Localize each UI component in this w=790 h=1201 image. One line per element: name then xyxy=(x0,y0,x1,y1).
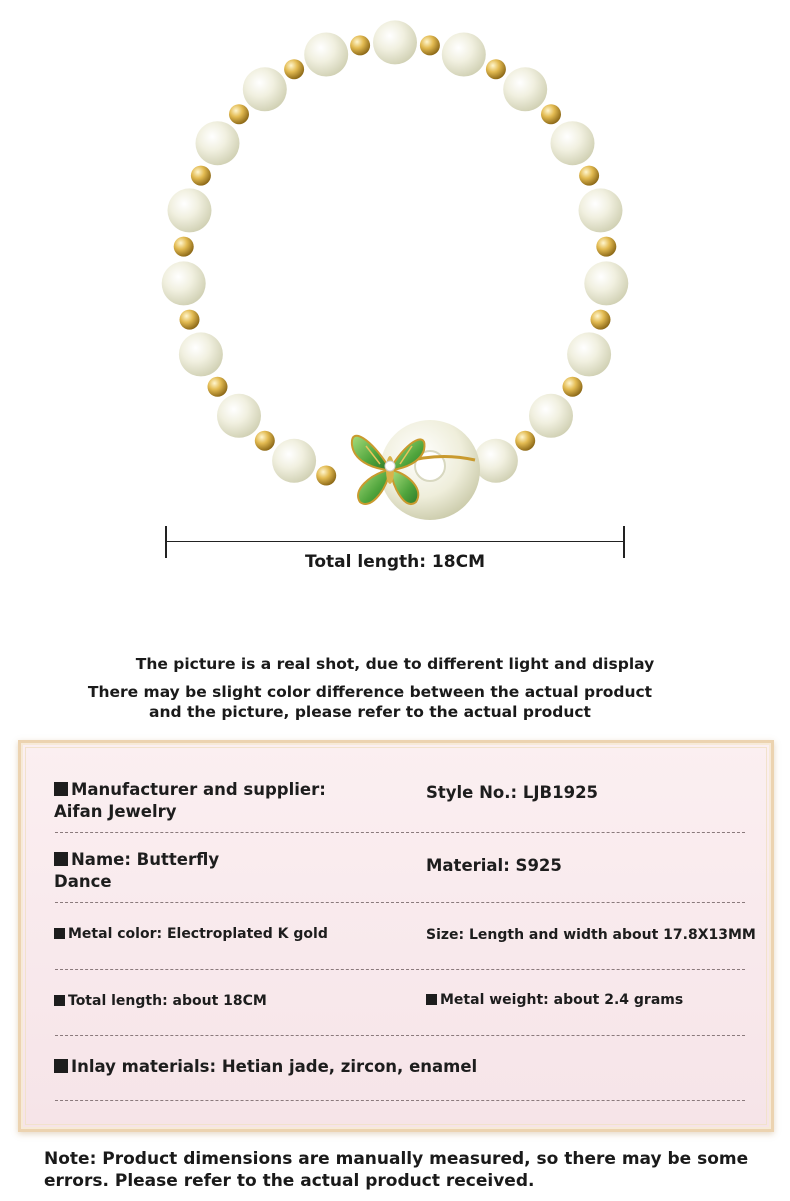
gold-bead xyxy=(541,104,561,124)
total-length-label: Total length: 18CM xyxy=(305,552,485,572)
total-length-spec: Total length: about 18CM xyxy=(54,992,267,1010)
jade-bead xyxy=(196,121,240,165)
size-spec: Size: Length and width about 17.8X13MM xyxy=(426,927,756,943)
jade-bead xyxy=(243,67,287,111)
bullet-square-icon xyxy=(426,994,437,1005)
dimension-line xyxy=(166,541,624,542)
separator xyxy=(55,969,745,970)
jade-bead xyxy=(373,20,417,64)
jade-bead xyxy=(442,33,486,77)
gold-bead xyxy=(255,431,275,451)
gold-bead xyxy=(596,237,616,257)
gold-bead xyxy=(563,377,583,397)
gold-bead xyxy=(579,166,599,186)
gold-bead xyxy=(229,104,249,124)
separator xyxy=(55,832,745,833)
jade-bead xyxy=(567,332,611,376)
material-spec: Material: S925 xyxy=(426,856,562,875)
disclaimer-line-1: The picture is a real shot, due to different light and display xyxy=(135,655,655,673)
jade-bead xyxy=(474,439,518,483)
bracelet-product-image xyxy=(0,0,790,530)
manufacturer-spec: Manufacturer and supplier: Aifan Jewelry xyxy=(54,780,326,821)
jade-bead xyxy=(551,121,595,165)
gold-bead xyxy=(284,59,304,79)
gold-bead xyxy=(208,377,228,397)
jade-bead xyxy=(168,188,212,232)
jade-bead xyxy=(217,394,261,438)
bullet-square-icon xyxy=(54,782,68,796)
gold-bead xyxy=(350,35,370,55)
jade-bead xyxy=(162,261,206,305)
separator xyxy=(55,902,745,903)
measurement-note: Note: Product dimensions are manually measured, so there may be some errors. Please refer to the actual product received. xyxy=(44,1149,749,1191)
name-spec: Name: Butterfly Dance xyxy=(54,850,220,891)
separator xyxy=(55,1100,745,1101)
bullet-square-icon xyxy=(54,1059,68,1073)
jade-bead xyxy=(529,394,573,438)
jade-bead xyxy=(579,188,623,232)
gold-bead xyxy=(174,237,194,257)
gold-bead xyxy=(486,59,506,79)
bullet-square-icon xyxy=(54,928,65,939)
metal-color-spec: Metal color: Electroplated K gold xyxy=(54,925,328,943)
gold-bead xyxy=(591,310,611,330)
separator xyxy=(55,1035,745,1036)
inlay-spec: Inlay materials: Hetian jade, zircon, enamel xyxy=(54,1056,477,1078)
jade-bead xyxy=(584,261,628,305)
bullet-square-icon xyxy=(54,995,65,1006)
spec-card xyxy=(18,740,774,1132)
gold-bead xyxy=(420,35,440,55)
gold-bead xyxy=(515,431,535,451)
jade-bead xyxy=(304,33,348,77)
jade-bead xyxy=(272,439,316,483)
style-no-spec: Style No.: LJB1925 xyxy=(426,783,599,802)
gold-bead xyxy=(180,310,200,330)
gold-bead xyxy=(316,466,336,486)
jade-bead xyxy=(503,67,547,111)
disclaimer-line-2: There may be slight color difference between the actual product and the picture, please refer to the actual product xyxy=(87,683,653,721)
jade-bead xyxy=(179,332,223,376)
metal-weight-spec: Metal weight: about 2.4 grams xyxy=(426,991,683,1009)
bullet-square-icon xyxy=(54,852,68,866)
gold-bead xyxy=(191,166,211,186)
